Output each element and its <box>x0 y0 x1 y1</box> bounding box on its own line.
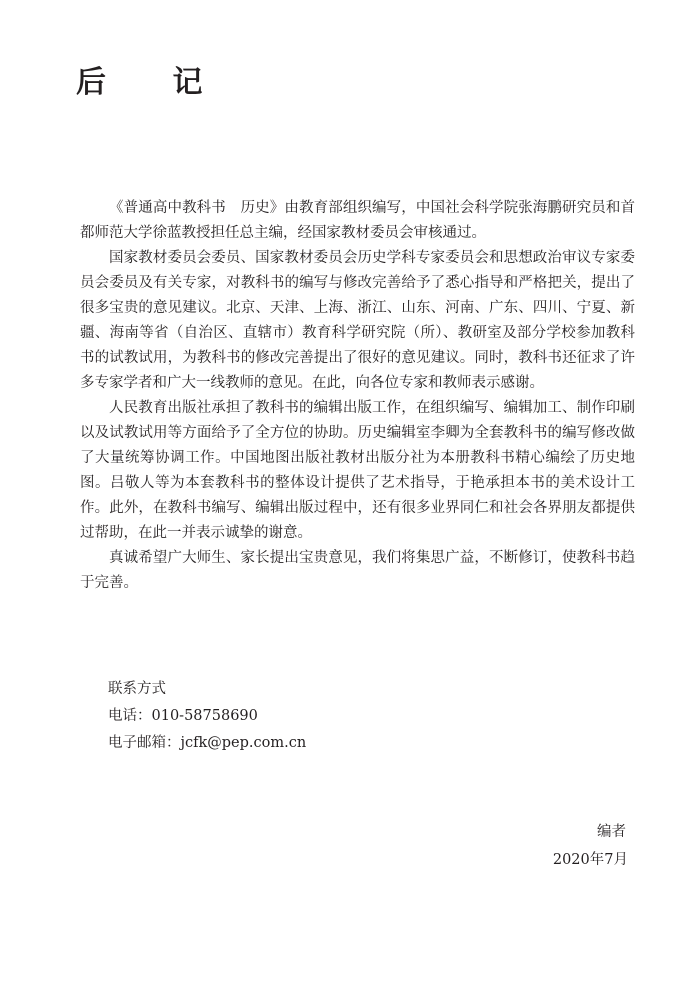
paragraph-1: 《普通高中教科书 历史》由教育部组织编写，中国社会科学院张海鹏研究员和首都师范大学徐蓝教授担任总主编，经国家教材委员会审核通过。 <box>80 200 635 241</box>
publication-date: 2020年7月 <box>552 852 628 868</box>
phone-number: 010-58758690 <box>151 708 258 724</box>
contact-heading: 联系方式 <box>108 681 166 697</box>
signature-block <box>553 818 628 874</box>
paragraph-3: 人民教育出版社承担了教科书的编辑出版工作，在组织编写、编辑加工、制作印刷以及试教试用等方面给予了全方位的协助。历史编辑室李卿为全套教科书的编写修改做了大量统筹协调工作。中国地图出版社教材出版分社为本册教科书精心编绘了历史地图。吕敬人等为本套教科书的整体设计提供了艺术指导，于艳承担本书的美术设计工作。此外，在教科书编写、编辑出版过程中，还有很多业界同仁和社会各界朋友都提供过帮助，在此一并表示诚挚的谢意。 <box>80 400 635 541</box>
phone-label: 电话： <box>108 708 152 724</box>
contact-info <box>108 676 508 757</box>
email-address: jcfk@pep.com.cn <box>180 735 307 751</box>
paragraph-4: 真诚希望广大师生、家长提出宝贵意见，我们将集思广益，不断修订，使教科书趋于完善。 <box>80 550 635 591</box>
paragraph-2: 国家教材委员会委员、国家教材委员会历史学科专家委员会和思想政治审议专家委员会委员及有关专家，对教科书的编写与修改完善给予了悉心指导和严格把关，提出了很多宝贵的意见建议。北京、天津、上海、浙江、山东、河南、广东、四川、宁夏、新疆、海南等省（自治区、直辖市）教育科学研究院（所）、教研室及部分学校参加教科书的试教试用，为教科书的修改完善提出了很好的意见建议。同时，教科书还征求了许多专家学者和广大一线教师的意见。在此，向各位专家和教师表示感谢。 <box>80 250 635 391</box>
editor-signature: 编者 <box>597 824 626 840</box>
email-label: 电子邮箱： <box>108 735 181 751</box>
phone-line <box>108 703 508 730</box>
afterword-body <box>80 196 635 596</box>
page-title: 后 记 <box>76 65 231 100</box>
email-line <box>108 730 508 757</box>
